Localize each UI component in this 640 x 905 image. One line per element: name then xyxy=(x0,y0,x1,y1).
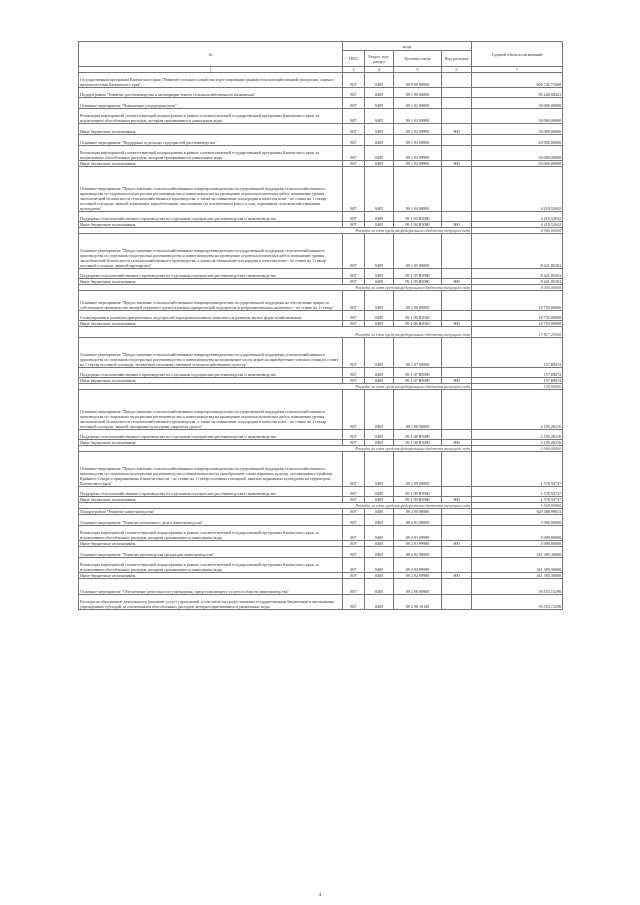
row-section: 0405 xyxy=(365,321,394,327)
row-section: 0405 xyxy=(365,279,394,285)
row-kind: 800 xyxy=(442,124,472,135)
row-kind xyxy=(442,98,472,109)
row-name: Подпрограмма "Развитие растениеводства и мелиорации земель сельскохозяйственного назначения" xyxy=(79,88,343,98)
row-grbs: 807 xyxy=(343,124,365,135)
row-target: 09 1 08 R5080 xyxy=(394,440,442,446)
row-grbs: 807 xyxy=(343,167,365,212)
row-name: Иные бюджетные ассигнования xyxy=(79,279,343,285)
note-text: Расходы за счет средств федерального бюджета текущего года xyxy=(79,327,472,338)
row-kind xyxy=(442,109,472,124)
row-grbs: 807 xyxy=(343,368,365,378)
row-target: 09 1 09 R5080 xyxy=(394,497,442,503)
row-amount: 20 000,00000 xyxy=(472,161,563,167)
budget-row xyxy=(79,234,563,269)
row-amount: 8 421,05263 xyxy=(472,269,563,279)
budget-row xyxy=(79,269,563,279)
row-name: Основное мероприятие "Предоставление сельскохозяйственным товаропроизводителям государственной поддержки сельскохозяйственного производства по отдельным подотраслям растениеводства и животноводства на проведение агротехнологических работ, повышение уровня экологической безопасности сельскохозяйственного производства, а также на повышение плодородия и качества почв - по ставке на 1 гектар посевной площади, занятой зерновыми, зернобобовыми, масличными (за исключением рапса и сои), кормовыми сельскохозяйственными культурами" xyxy=(79,167,343,212)
row-name: Поддержка сельскохозяйственного производства по отдельным подотраслям растениеводства и животноводства xyxy=(79,368,343,378)
row-name: Поддержка сельскохозяйственного производства по отдельным подотраслям растениеводства и животноводства xyxy=(79,269,343,279)
row-grbs: 807 xyxy=(343,212,365,222)
row-kind xyxy=(442,558,472,573)
row-grbs: 807 xyxy=(343,390,365,430)
row-kind xyxy=(442,291,472,311)
row-kind: 800 xyxy=(442,378,472,384)
row-grbs: 807 xyxy=(343,487,365,497)
row-grbs: 807 xyxy=(343,509,365,515)
row-grbs: 807 xyxy=(343,573,365,579)
colnum-6: 6 xyxy=(442,67,472,73)
row-amount: 157,89474 xyxy=(472,338,563,368)
row-target: 09 1 04 R5080 xyxy=(394,212,442,222)
row-kind xyxy=(442,547,472,558)
row-grbs: 807 xyxy=(343,595,365,610)
row-section: 0405 xyxy=(365,109,394,124)
row-target: 09 2 01 09990 xyxy=(394,541,442,547)
row-amount: 4 210,52632 xyxy=(472,212,563,222)
row-name: Основное мероприятие "Предоставление сельскохозяйственным товаропроизводителям государственной поддержки сельскохозяйственного производства по отдельным подотраслям растениеводства и животноводства на проведение агротехнологических работ, повышение уровня экологической безопасности сельскохозяйственного производства, а также на повышение плодородия и качества почв - по ставке на 1 гектар посевной площади, занятой картофелем" xyxy=(79,234,343,269)
header-amount: Годовой объем ассигнований xyxy=(472,42,563,67)
row-amount: 1 578,94737 xyxy=(472,452,563,487)
budget-row xyxy=(79,109,563,124)
row-section: 0405 xyxy=(365,541,394,547)
row-section: 0405 xyxy=(365,338,394,368)
row-name: Иные бюджетные ассигнования xyxy=(79,161,343,167)
row-grbs: 807 xyxy=(343,279,365,285)
row-kind xyxy=(442,234,472,269)
row-section: 0405 xyxy=(365,547,394,558)
row-target: 09 1 09 R5080 xyxy=(394,487,442,497)
row-target: 09 1 06 R5020 xyxy=(394,311,442,321)
row-section: 0405 xyxy=(365,526,394,541)
row-amount: 20 000,00000 xyxy=(472,146,563,161)
row-kind: 800 xyxy=(442,440,472,446)
row-grbs: 807 xyxy=(343,161,365,167)
row-grbs: 807 xyxy=(343,311,365,321)
budget-row xyxy=(79,452,563,487)
row-kind xyxy=(442,338,472,368)
header-codes: коды xyxy=(343,42,472,51)
budget-row xyxy=(79,368,563,378)
row-amount: 606 741,73469 xyxy=(472,73,563,88)
row-kind: 800 xyxy=(442,497,472,503)
budget-row xyxy=(79,88,563,98)
row-kind xyxy=(442,146,472,161)
row-grbs: 807 xyxy=(343,526,365,541)
budget-row xyxy=(79,338,563,368)
row-name: Государственная программа Камчатского края "Развитие сельского хозяйства и регулирование рынков сельскохозяйственной продукции, сырья и продовольствия Камчатского края" xyxy=(79,73,343,88)
row-name: Основное мероприятие "Обеспечение деятельности учреждения, предоставляющего услуги в области животноводства" xyxy=(79,579,343,595)
row-name: Иные бюджетные ассигнования xyxy=(79,440,343,446)
header-grbs: ГРБС xyxy=(343,51,365,67)
row-grbs: 807 xyxy=(343,98,365,109)
row-kind xyxy=(442,452,472,487)
row-section: 0405 xyxy=(365,167,394,212)
row-name: Основное мероприятие "Предоставление сельскохозяйственным товаропроизводителям государственной поддержки сельскохозяйственного производства по отдельным подотраслям растениеводства и животноводства на приобретение семян кормовых культур, поставляемых в районы Крайнего Севера и приравненные к ним местности - по ставке на 1 гектар посевных площадей, занятых кормовыми культурами на территории Камчатского края" xyxy=(79,452,343,487)
federal-budget-note-row xyxy=(79,327,563,338)
row-amount: 39 553,15298 xyxy=(472,595,563,610)
row-section: 0405 xyxy=(365,234,394,269)
budget-row xyxy=(79,73,563,88)
note-amount: 1 500,00000 xyxy=(472,503,563,509)
budget-row xyxy=(79,135,563,146)
colnum-5: 5 xyxy=(394,67,442,73)
row-target: 09 1 02 00000 xyxy=(394,98,442,109)
row-amount: 30 000,00000 xyxy=(472,124,563,135)
header-kind: Вид расходов xyxy=(442,51,472,67)
row-target: 09 2 02 09990 xyxy=(394,558,442,573)
row-section: 0405 xyxy=(365,509,394,515)
row-section: 0405 xyxy=(365,311,394,321)
row-section: 0405 xyxy=(365,161,394,167)
row-name: Реализация мероприятий соответствующей подпрограммы в рамках соответствующей государственной программы Камчатского края, за исключением обособленных расходов, которым присваиваются уникальные коды xyxy=(79,146,343,161)
row-grbs: 807 xyxy=(343,338,365,368)
colnum-3: 3 xyxy=(343,67,365,73)
row-grbs: 807 xyxy=(343,222,365,228)
row-target: 09 2 02 09990 xyxy=(394,573,442,579)
row-kind xyxy=(442,368,472,378)
row-target: 09 1 00 00000 xyxy=(394,88,442,98)
row-target: 09 1 03 09990 xyxy=(394,161,442,167)
row-target: 09 1 08 00000 xyxy=(394,390,442,430)
row-target: 09 1 02 09990 xyxy=(394,124,442,135)
row-kind xyxy=(442,167,472,212)
row-target: 09 1 03 09990 xyxy=(394,146,442,161)
note-text: Расходы за счет средств федерального бюджета текущего года xyxy=(79,446,472,452)
header-num: № xyxy=(79,42,343,67)
budget-row xyxy=(79,487,563,497)
row-amount: 18 755,00000 xyxy=(472,321,563,327)
row-name: Основное мероприятие "Развитие производства продукции животноводства" xyxy=(79,547,343,558)
row-amount: 8 421,05263 xyxy=(472,234,563,269)
row-kind xyxy=(442,487,472,497)
row-name: Иные бюджетные ассигнования xyxy=(79,124,343,135)
row-section: 0405 xyxy=(365,88,394,98)
row-kind: 800 xyxy=(442,321,472,327)
row-name: Основное мероприятие "Предоставление сельскохозяйственным товаропроизводителям государственной поддержки сельскохозяйственного производства по отдельным подотраслям растениеводства и животноводства на проведение агротехнологических работ, повышение уровня экологической безопасности сельскохозяйственного производства, а также на повышение плодородия и качества почв - по ставке на 1 гектар посевной площади, занятой овощными культурами открытого грунта" xyxy=(79,390,343,430)
row-grbs: 807 xyxy=(343,430,365,440)
row-name: Иные бюджетные ассигнования xyxy=(79,321,343,327)
budget-table xyxy=(78,41,563,610)
row-target: 09 1 05 R5080 xyxy=(394,279,442,285)
row-target: 09 1 08 R5080 xyxy=(394,430,442,440)
colnum-1: 1 xyxy=(79,67,343,73)
note-amount: 2 000,00000 xyxy=(472,446,563,452)
row-kind: 800 xyxy=(442,161,472,167)
row-kind xyxy=(442,135,472,146)
row-section: 0405 xyxy=(365,378,394,384)
row-section: 0405 xyxy=(365,368,394,378)
note-amount: 150,00000 xyxy=(472,384,563,390)
row-kind xyxy=(442,579,472,595)
header-target: Целевая статья xyxy=(394,51,442,67)
row-amount: 20 000,00000 xyxy=(472,135,563,146)
row-section: 0405 xyxy=(365,135,394,146)
row-amount: 5 000,00000 xyxy=(472,526,563,541)
row-kind: 800 xyxy=(442,222,472,228)
row-target: 09 1 06 00000 xyxy=(394,291,442,311)
row-section: 0405 xyxy=(365,452,394,487)
row-grbs: 807 xyxy=(343,497,365,503)
row-kind xyxy=(442,595,472,610)
row-section: 0405 xyxy=(365,146,394,161)
row-name: Иные бюджетные ассигнования xyxy=(79,378,343,384)
budget-row xyxy=(79,558,563,573)
row-grbs: 807 xyxy=(343,541,365,547)
row-section: 0405 xyxy=(365,269,394,279)
row-section: 0405 xyxy=(365,558,394,573)
row-section: 0405 xyxy=(365,124,394,135)
row-target: 09 1 02 09990 xyxy=(394,109,442,124)
row-amount: 341 385,30000 xyxy=(472,573,563,579)
note-amount: 17 817,25000 xyxy=(472,327,563,338)
row-kind xyxy=(442,73,472,88)
row-kind: 800 xyxy=(442,541,472,547)
row-grbs: 807 xyxy=(343,146,365,161)
row-amount: 85 226,68423 xyxy=(472,88,563,98)
row-section: 0405 xyxy=(365,291,394,311)
row-target: 09 1 07 R5080 xyxy=(394,368,442,378)
row-grbs: 807 xyxy=(343,547,365,558)
row-grbs: 807 xyxy=(343,515,365,526)
note-amount: 4 000,00000 xyxy=(472,228,563,234)
note-text: Расходы за счет средств федерального бюджета текущего года xyxy=(79,285,472,291)
row-name: Поддержка сельскохозяйственного производства по отдельным подотраслям растениеводства и животноводства xyxy=(79,430,343,440)
row-kind: 800 xyxy=(442,279,472,285)
note-amount: 8 000,00000 xyxy=(472,285,563,291)
row-section: 0405 xyxy=(365,98,394,109)
row-name: Иные бюджетные ассигнования xyxy=(79,222,343,228)
row-section: 0405 xyxy=(365,440,394,446)
row-grbs: 807 xyxy=(343,88,365,98)
row-name: Реализация мероприятий соответствующей подпрограммы в рамках соответствующей государственной программы Камчатского края, за исключением обособленных расходов, которым присваиваются уникальные коды xyxy=(79,526,343,541)
row-kind xyxy=(442,269,472,279)
row-amount: 2 105,26316 xyxy=(472,390,563,430)
row-name: Иные бюджетные ассигнования xyxy=(79,541,343,547)
budget-row xyxy=(79,579,563,595)
colnum-4: 4 xyxy=(365,67,394,73)
row-kind xyxy=(442,515,472,526)
row-amount: 5 000,00000 xyxy=(472,541,563,547)
row-section: 0405 xyxy=(365,430,394,440)
row-amount: 341 385,30000 xyxy=(472,547,563,558)
row-target: 09 2 06 10140 xyxy=(394,595,442,610)
row-name: Иные бюджетные ассигнования xyxy=(79,573,343,579)
row-target: 09 2 01 09990 xyxy=(394,526,442,541)
budget-row xyxy=(79,390,563,430)
row-amount: 341 385,30000 xyxy=(472,558,563,573)
row-grbs: 807 xyxy=(343,135,365,146)
row-section: 0405 xyxy=(365,212,394,222)
row-grbs: 807 xyxy=(343,234,365,269)
header-section: Раздел, под-раздел xyxy=(365,51,394,67)
row-section: 0405 xyxy=(365,497,394,503)
row-grbs: 807 xyxy=(343,440,365,446)
row-target: 09 1 05 R5080 xyxy=(394,269,442,279)
row-section: 0405 xyxy=(365,595,394,610)
row-name: Иные бюджетные ассигнования xyxy=(79,497,343,503)
budget-row xyxy=(79,98,563,109)
row-target: 09 2 02 00000 xyxy=(394,547,442,558)
budget-row xyxy=(79,311,563,321)
row-name: Основное мероприятие "Предоставление сельскохозяйственным товаропроизводителям государственной поддержки сельскохозяйственного производства по отдельным подотраслям растениеводства и животноводства на возмещение части затрат на приобретение элитных семян по ставке на 1 гектар посевной площади, засеваемой элитными семенами сельскохозяйственных культур" xyxy=(79,338,343,368)
row-target: 09 1 04 00000 xyxy=(394,167,442,212)
row-amount: 157,89474 xyxy=(472,378,563,384)
row-target: 09 1 07 R5080 xyxy=(394,378,442,384)
budget-row xyxy=(79,430,563,440)
row-amount: 18 755,00000 xyxy=(472,291,563,311)
row-name: Поддержка сельскохозяйственного производства по отдельным подотраслям растениеводства и животноводства xyxy=(79,212,343,222)
row-section: 0405 xyxy=(365,222,394,228)
budget-table-body xyxy=(79,73,563,610)
row-name: Подпрограмма "Развитие животноводства" xyxy=(79,509,343,515)
row-section: 0405 xyxy=(365,579,394,595)
row-amount: 30 000,00000 xyxy=(472,98,563,109)
row-amount: 30 000,00000 xyxy=(472,109,563,124)
row-section: 0405 xyxy=(365,390,394,430)
row-name: Реализация мероприятий соответствующей подпрограммы в рамках соответствующей государственной программы Камчатского края, за исключением обособленных расходов, которым присваиваются уникальные коды xyxy=(79,109,343,124)
budget-row xyxy=(79,547,563,558)
row-name: Стимулирование развития приоритетных подотраслей агропромышленного комплекса и развитие малых форм хозяйствования xyxy=(79,311,343,321)
row-section: 0405 xyxy=(365,487,394,497)
budget-row xyxy=(79,595,563,610)
row-name: Основное мероприятие "Поддержка отдельных подотраслей растениеводства" xyxy=(79,135,343,146)
row-section: 0405 xyxy=(365,73,394,88)
row-target: 09 2 06 00000 xyxy=(394,579,442,595)
row-kind xyxy=(442,88,472,98)
row-grbs: 807 xyxy=(343,558,365,573)
row-section: 0405 xyxy=(365,573,394,579)
row-target: 09 1 03 00000 xyxy=(394,135,442,146)
row-grbs: 807 xyxy=(343,321,365,327)
row-amount: 8 421,05263 xyxy=(472,279,563,285)
budget-row xyxy=(79,212,563,222)
row-section: 0405 xyxy=(365,515,394,526)
row-grbs: 807 xyxy=(343,109,365,124)
row-name: Основное мероприятие "Повышение плодородия почв" xyxy=(79,98,343,109)
budget-row xyxy=(79,124,563,135)
row-kind xyxy=(442,390,472,430)
row-amount: 2 105,26316 xyxy=(472,430,563,440)
row-target: 09 0 00 00000 xyxy=(394,73,442,88)
row-amount: 620 468,99613 xyxy=(472,509,563,515)
row-amount: 1 578,94737 xyxy=(472,487,563,497)
row-grbs: 807 xyxy=(343,378,365,384)
note-text: Расходы за счет средств федерального бюджета текущего года xyxy=(79,384,472,390)
row-name: Поддержка сельскохозяйственного производства по отдельным подотраслям растениеводства и животноводства xyxy=(79,487,343,497)
row-name: Реализация мероприятий соответствующей подпрограммы в рамках соответствующей государственной программы Камчатского края, за исключением обособленных расходов, которым присваиваются уникальные коды xyxy=(79,558,343,573)
row-amount: 157,89474 xyxy=(472,368,563,378)
note-text: Расходы за счет средств федерального бюджета текущего года xyxy=(79,503,472,509)
budget-row xyxy=(79,167,563,212)
row-amount: 4 210,52632 xyxy=(472,222,563,228)
row-name: Расходы на обеспечение деятельности (оказание услуг) учреждений, в том числе на предоставление государственным бюджетным и автономным учреждениям субсидий, за исключением обособленных расходов, которым присваиваются уникальные коды xyxy=(79,595,343,610)
row-target: 09 1 09 00000 xyxy=(394,452,442,487)
row-grbs: 807 xyxy=(343,291,365,311)
row-name: Основное мероприятие "Развитие племенного дела в животноводстве" xyxy=(79,515,343,526)
row-name: Основное мероприятие "Предоставление сельскохозяйственным товаропроизводителям государственной поддержки на обеспечение прироста собственного производства овощей открытого грунта в рамках приоритетной подотрасли агропромышленного комплекса - по ставке на 1 гектар" xyxy=(79,291,343,311)
row-target: 09 1 05 00000 xyxy=(394,234,442,269)
budget-row xyxy=(79,526,563,541)
row-amount: 2 105,26316 xyxy=(472,440,563,446)
row-grbs: 807 xyxy=(343,579,365,595)
row-amount: 18 755,00000 xyxy=(472,311,563,321)
row-target: 09 1 07 00000 xyxy=(394,338,442,368)
page-number: 4 xyxy=(318,893,322,898)
row-grbs: 807 xyxy=(343,269,365,279)
row-amount: 39 553,15298 xyxy=(472,579,563,595)
row-grbs: 807 xyxy=(343,452,365,487)
row-grbs: 807 xyxy=(343,73,365,88)
row-amount: 1 578,94737 xyxy=(472,497,563,503)
budget-row xyxy=(79,291,563,311)
row-kind xyxy=(442,311,472,321)
budget-row xyxy=(79,146,563,161)
row-amount: 4 210,52632 xyxy=(472,167,563,212)
row-kind xyxy=(442,430,472,440)
budget-row xyxy=(79,515,563,526)
row-target: 09 2 00 00000 xyxy=(394,509,442,515)
row-kind xyxy=(442,526,472,541)
row-amount: 5 000,00000 xyxy=(472,515,563,526)
row-target: 09 2 01 00000 xyxy=(394,515,442,526)
row-kind: 800 xyxy=(442,573,472,579)
note-text: Расходы за счет средств федерального бюджета текущего года xyxy=(79,228,472,234)
budget-table-sheet xyxy=(78,41,562,610)
row-target: 09 1 06 R5020 xyxy=(394,321,442,327)
row-kind xyxy=(442,212,472,222)
colnum-7: 7 xyxy=(472,67,563,73)
row-target: 09 1 04 R5080 xyxy=(394,222,442,228)
